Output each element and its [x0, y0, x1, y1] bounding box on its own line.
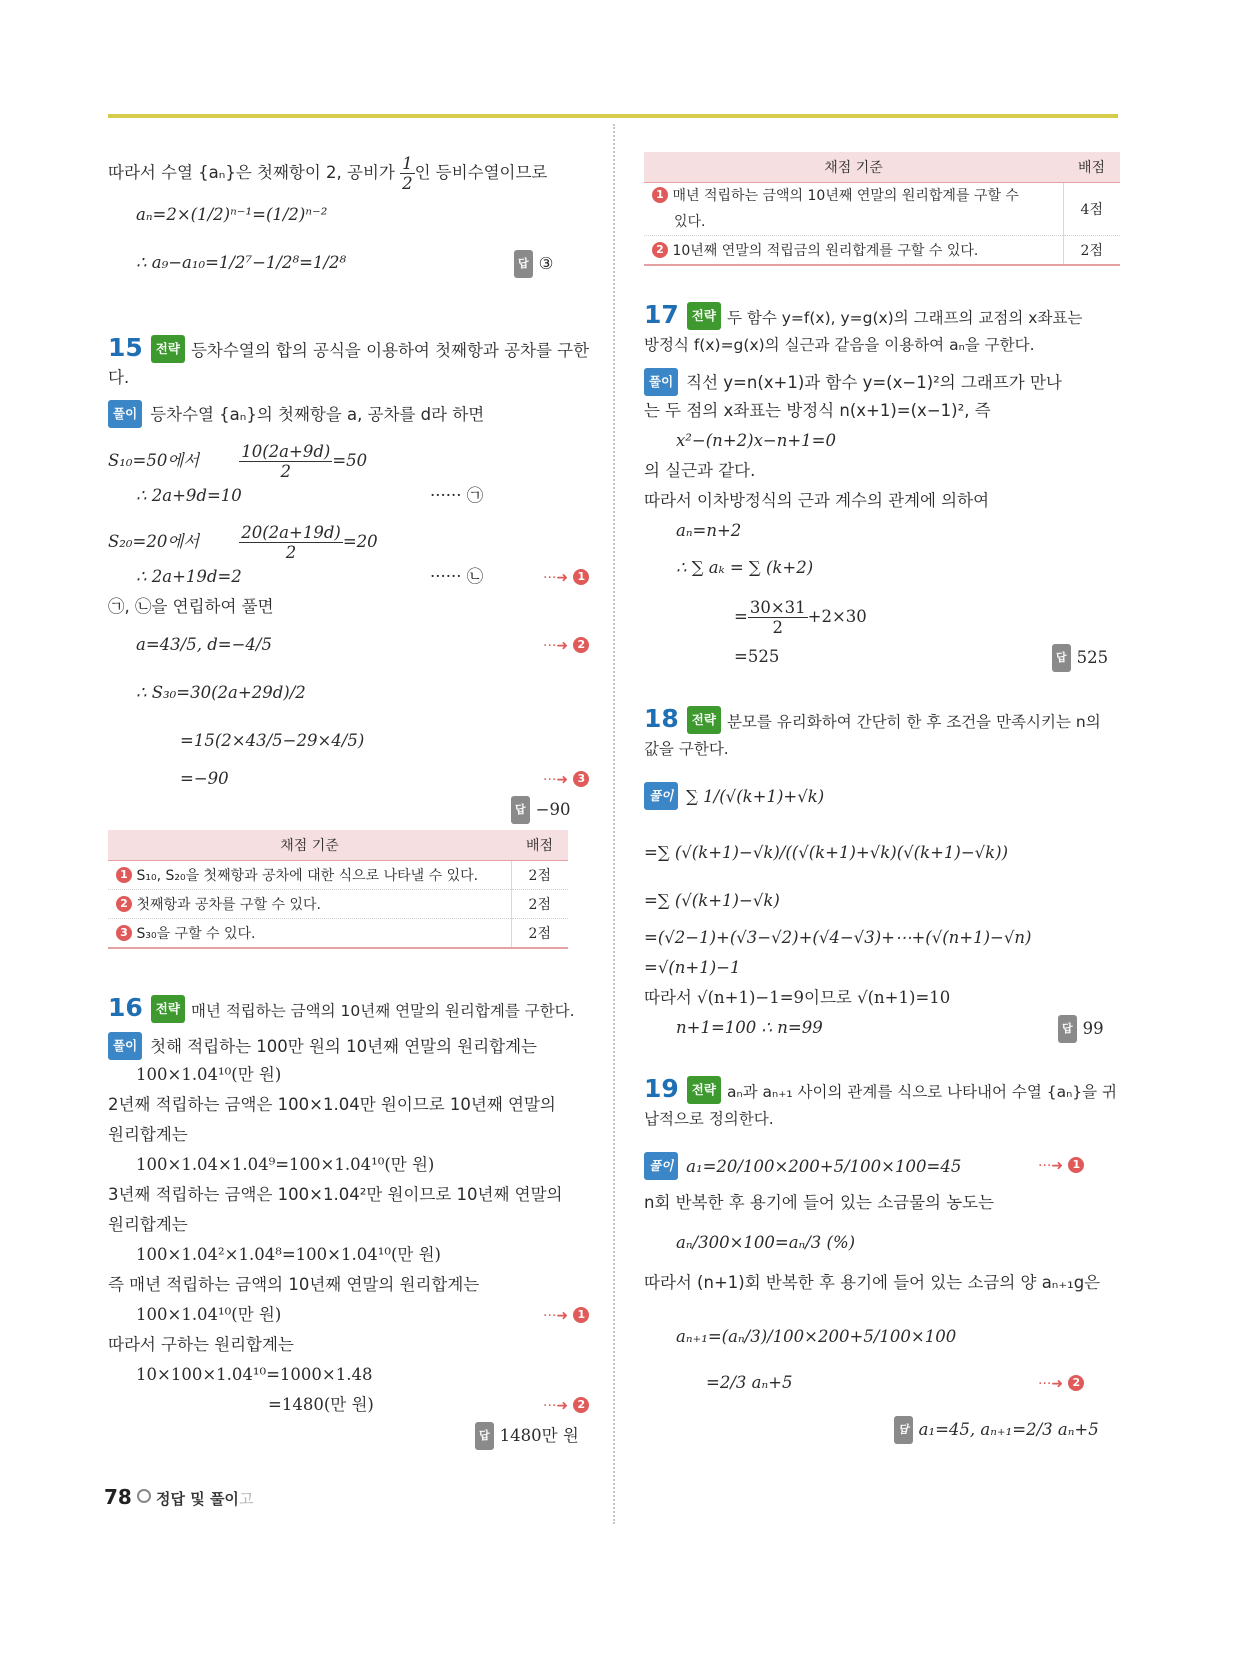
- p17-heading: [644, 302, 1082, 331]
- p19-l1: a₁=20/100×200+5/100×100=45: [686, 1157, 962, 1176]
- step-marker-3: ···➜ 3: [543, 766, 589, 793]
- problem-number: 16: [108, 993, 143, 1022]
- table-row: [108, 861, 568, 890]
- p17-strategy-cont: 방정식 f(x)=g(x)의 실근과 같음을 이용하여 aₙ을 구한다.: [644, 336, 1035, 354]
- criterion-text: 10년째 연말의 적립금의 원리합계를 구할 수 있다.: [672, 243, 979, 259]
- points-cell: 2점: [511, 919, 568, 949]
- s10-result: =50: [332, 451, 368, 470]
- p18-heading: [644, 706, 1101, 735]
- footer-dot-icon: [137, 1489, 151, 1503]
- points-cell: 2점: [511, 890, 568, 919]
- p15-strategy-cont: 다.: [108, 368, 130, 387]
- s20-label: S₂₀=20에서: [108, 532, 200, 551]
- p16-answer: [475, 1422, 579, 1450]
- criterion-number: 2: [652, 242, 668, 258]
- answer-badge: 답: [894, 1416, 913, 1444]
- criterion-text: S₃₀을 구할 수 있다.: [136, 926, 256, 942]
- p16-l12: 10×100×1.04¹⁰=1000×1.48: [136, 1365, 373, 1384]
- p17-l8-end: +2×30: [807, 607, 867, 626]
- p17-l2: 는 두 점의 x좌표는 방정식 n(x+1)=(x−1)², 즉: [644, 401, 991, 420]
- frac-num: 20(2a+19d): [241, 523, 341, 542]
- p17-l6: aₙ=n+2: [676, 521, 742, 540]
- p18-l2: =∑ (√(k+1)−√k)/((√(k+1)+√k)(√(k+1)−√k)): [644, 843, 1009, 862]
- p17-l1: 직선 y=n(x+1)과 함수 y=(x−1)²의 그래프가 만나: [686, 373, 1062, 392]
- step-marker-1: ···➜ 1: [543, 1302, 589, 1329]
- frac-num: 10(2a+9d): [241, 442, 331, 461]
- answer-value: 99: [1082, 1019, 1104, 1038]
- strategy-tag: 전략: [151, 335, 185, 363]
- p16-heading: [108, 995, 575, 1024]
- answer-badge: 답: [514, 250, 533, 278]
- p18-l1: ∑ 1/(√(k+1)+√k): [686, 787, 825, 806]
- p16-l3: 2년째 적립하는 금액은 100×1.04만 원이므로 10년째 연말의: [108, 1095, 556, 1114]
- points-cell: 2점: [511, 861, 568, 890]
- table-row: [644, 236, 1120, 266]
- criterion-cell: [108, 919, 511, 949]
- s20-result: =20: [342, 532, 378, 551]
- criterion-number: 1: [116, 867, 132, 883]
- problem-number: 18: [644, 704, 679, 733]
- step-marker-2: ···➜ 2: [1038, 1370, 1084, 1397]
- p19-l5: aₙ₊₁=(aₙ/3)/100×200+5/100×100: [676, 1327, 957, 1346]
- solution-tag: 풀이: [108, 1032, 142, 1060]
- table-row: [644, 183, 1120, 236]
- grading-table-15: [108, 830, 568, 949]
- s10-fraction: [239, 442, 332, 481]
- footer-title: 정답 및 풀이: [156, 1490, 239, 1508]
- table-row: [108, 890, 568, 919]
- p15-line1: [108, 400, 484, 428]
- criterion-number: 2: [116, 896, 132, 912]
- criterion-text: S₁₀, S₂₀을 첫째항과 공차에 대한 식으로 나타낼 수 있다.: [136, 868, 479, 884]
- table-header-points: 배점: [1063, 152, 1120, 183]
- p15-l1: 등차수열 {aₙ}의 첫째항을 a, 공차를 d라 하면: [150, 405, 485, 424]
- frac-num: 1: [402, 154, 413, 173]
- frac-den: 2: [402, 174, 413, 193]
- p19-line1: [644, 1152, 961, 1180]
- p15-s10: [108, 442, 367, 481]
- p16-l10: 100×1.04¹⁰(만 원): [136, 1305, 282, 1324]
- p19-l4: 따라서 (n+1)회 반복한 후 용기에 들어 있는 소금의 양 aₙ₊₁g은: [644, 1273, 1101, 1292]
- p16-l5: 100×1.04×1.04⁹=100×1.04¹⁰(만 원): [136, 1155, 435, 1174]
- criterion-text: 첫째항과 공차를 구할 수 있다.: [136, 897, 321, 913]
- p14-text: 따라서 수열 {aₙ}은 첫째항이 2, 공비가: [108, 163, 401, 182]
- problem-number: 15: [108, 333, 143, 362]
- points-cell: 4점: [1063, 183, 1120, 236]
- strategy-tag: 전략: [687, 1076, 721, 1104]
- p17-line1: [644, 368, 1062, 396]
- frac-den: 2: [280, 462, 292, 481]
- criterion-number: 3: [116, 925, 132, 941]
- p17-l9: =525: [734, 647, 780, 666]
- s20-fraction: [239, 523, 343, 562]
- criterion-number: 1: [652, 187, 668, 203]
- strategy-tag: 전략: [687, 706, 721, 734]
- answer-value: 1480만 원: [499, 1426, 579, 1445]
- p16-l1: 첫해 적립하는 100만 원의 10년째 연말의 원리합계는: [150, 1037, 537, 1056]
- p15-heading: [108, 335, 589, 364]
- p16-l4: 원리합계는: [108, 1125, 188, 1144]
- answer-value: a₁=45, aₙ₊₁=2/3 aₙ+5: [918, 1420, 1099, 1439]
- p17-l8: = $\frac{30\times 31}{2}$ +2×30: [734, 598, 867, 637]
- p18-strategy-cont: 값을 구한다.: [644, 740, 729, 758]
- p14-diff: ∴ a₉−a₁₀=1/2⁷−1/2⁸=1/2⁸: [136, 253, 347, 272]
- frac-num: 30×31: [749, 598, 806, 617]
- strategy-text: 두 함수 y=f(x), y=g(x)의 그래프의 교점의 x좌표는: [726, 309, 1083, 327]
- answer-value: ③: [538, 254, 554, 273]
- step-marker-2: ···➜ 2: [543, 1392, 589, 1419]
- p15-mark2: ······ ㉡: [430, 567, 484, 586]
- p19-heading: [644, 1076, 1117, 1105]
- strategy-text: aₙ과 aₙ₊₁ 사이의 관계를 식으로 나타내어 수열 {aₙ}을 귀: [726, 1083, 1118, 1101]
- strategy-text: 매년 적립하는 금액의 10년째 연말의 원리합계를 구한다.: [190, 1002, 575, 1020]
- p16-line1: [108, 1032, 537, 1060]
- p17-answer: [1052, 644, 1108, 672]
- problem-number: 17: [644, 300, 679, 329]
- table-header: 채점 기준: [108, 830, 511, 861]
- p15-s30: ∴ S₃₀=30(2a+29d)/2: [136, 683, 306, 702]
- table-row: [108, 919, 568, 949]
- answer-value: −90: [535, 800, 571, 819]
- frac-den: 2: [285, 543, 297, 562]
- criterion-text: 매년 적립하는 금액의 10년째 연말의 원리합계를 구할 수: [672, 188, 1019, 204]
- solution-tag: 풀이: [644, 368, 678, 396]
- answer-value: 525: [1076, 648, 1109, 667]
- s10-label: S₁₀=50에서: [108, 451, 200, 470]
- p16-l8: 100×1.04²×1.04⁸=100×1.04¹⁰(만 원): [136, 1245, 441, 1264]
- p16-l13: =1480(만 원): [268, 1395, 374, 1414]
- grading-table-16: [644, 152, 1120, 266]
- p19-strategy-cont: 납적으로 정의한다.: [644, 1110, 774, 1128]
- answer-badge: 답: [475, 1422, 494, 1450]
- p17-l7: ∴ ∑ aₖ = ∑ (k+2): [676, 558, 814, 577]
- p15-ad: a=43/5, d=−4/5: [136, 635, 272, 654]
- criterion-cell: [644, 236, 1063, 266]
- p18-l3: =∑ (√(k+1)−√k): [644, 891, 780, 910]
- p18-l5: =√(n+1)−1: [644, 958, 741, 977]
- strategy-text: 등차수열의 합의 공식을 이용하여 첫째항과 공차를 구한: [190, 341, 590, 360]
- p18-l7: n+1=100 ∴ n=99: [676, 1018, 823, 1037]
- column-divider: [613, 124, 615, 1524]
- criterion-text-cont: 있다.: [674, 214, 706, 230]
- p16-l11: 따라서 구하는 원리합계는: [108, 1335, 294, 1354]
- frac-den: 2: [772, 618, 783, 637]
- solution-tag: 풀이: [644, 782, 678, 810]
- answer-badge: 답: [511, 796, 530, 824]
- footer-suffix: 고: [238, 1490, 254, 1508]
- p17-l4: 의 실근과 같다.: [644, 461, 756, 480]
- strategy-tag: 전략: [151, 995, 185, 1023]
- page-footer: [104, 1485, 253, 1509]
- step-marker-2: ···➜ 2: [543, 632, 589, 659]
- p19-l3: aₙ/300×100=aₙ/3 (%): [676, 1233, 856, 1252]
- p15-eq1: ∴ 2a+9d=10: [136, 486, 242, 505]
- p16-l9: 즉 매년 적립하는 금액의 10년째 연말의 원리합계는: [108, 1275, 480, 1294]
- criterion-cell: [644, 183, 1063, 236]
- p15-eq2: ∴ 2a+19d=2: [136, 567, 242, 586]
- p19-answer: [894, 1416, 1099, 1444]
- p19-l6: =2/3 aₙ+5: [706, 1373, 793, 1392]
- p16-l2: 100×1.04¹⁰(만 원): [136, 1065, 282, 1084]
- solution-tag: 풀이: [108, 400, 142, 428]
- p16-l6: 3년째 적립하는 금액은 100×1.04²만 원이므로 10년째 연말의: [108, 1185, 563, 1204]
- table-header-points: 배점: [511, 830, 568, 861]
- p14-line1: [108, 154, 547, 193]
- p18-l6: 따라서 √(n+1)−1=9이므로 √(n+1)=10: [644, 988, 951, 1007]
- step-marker-1: ···➜ 1: [543, 564, 589, 591]
- p18-line1: [644, 782, 824, 810]
- strategy-text: 분모를 유리화하여 간단히 한 후 조건을 만족시키는 n의: [726, 713, 1101, 731]
- p15-s30-result: =−90: [180, 769, 229, 788]
- p18-answer: [1058, 1015, 1104, 1043]
- page-number: 78: [104, 1485, 132, 1509]
- half-fraction: [400, 154, 415, 193]
- p15-s20: [108, 523, 378, 562]
- p15-line6: ㉠, ㉡을 연립하여 풀면: [108, 597, 274, 616]
- table-header: 채점 기준: [644, 152, 1063, 183]
- p14-text-end: 인 등비수열이므로: [414, 163, 548, 182]
- problem-number: 19: [644, 1074, 679, 1103]
- criterion-cell: [108, 861, 511, 890]
- strategy-tag: 전략: [687, 302, 721, 330]
- p16-l7: 원리합계는: [108, 1215, 188, 1234]
- points-cell: 2점: [1063, 236, 1120, 266]
- top-rule: [108, 114, 1118, 118]
- p15-s30-calc: =15(2×43/5−29×4/5): [180, 731, 365, 750]
- answer-badge: 답: [1058, 1015, 1077, 1043]
- answer-badge: 답: [1052, 644, 1071, 672]
- p17-l3: x²−(n+2)x−n+1=0: [676, 431, 836, 450]
- p15-answer: [511, 796, 570, 824]
- p18-l4: =(√2−1)+(√3−√2)+(√4−√3)+⋯+(√(n+1)−√n): [644, 928, 1032, 947]
- p17-l5: 따라서 이차방정식의 근과 계수의 관계에 의하여: [644, 491, 990, 510]
- p19-l2: n회 반복한 후 용기에 들어 있는 소금물의 농도는: [644, 1193, 995, 1212]
- p17-fraction: [748, 598, 808, 637]
- p15-mark1: ······ ㉠: [430, 486, 484, 505]
- p14-formula: aₙ=2×(1/2)ⁿ⁻¹=(1/2)ⁿ⁻²: [136, 205, 328, 224]
- criterion-cell: [108, 890, 511, 919]
- solution-tag: 풀이: [644, 1152, 678, 1180]
- p14-answer: [514, 250, 553, 278]
- step-marker-1: ···➜ 1: [1038, 1152, 1084, 1179]
